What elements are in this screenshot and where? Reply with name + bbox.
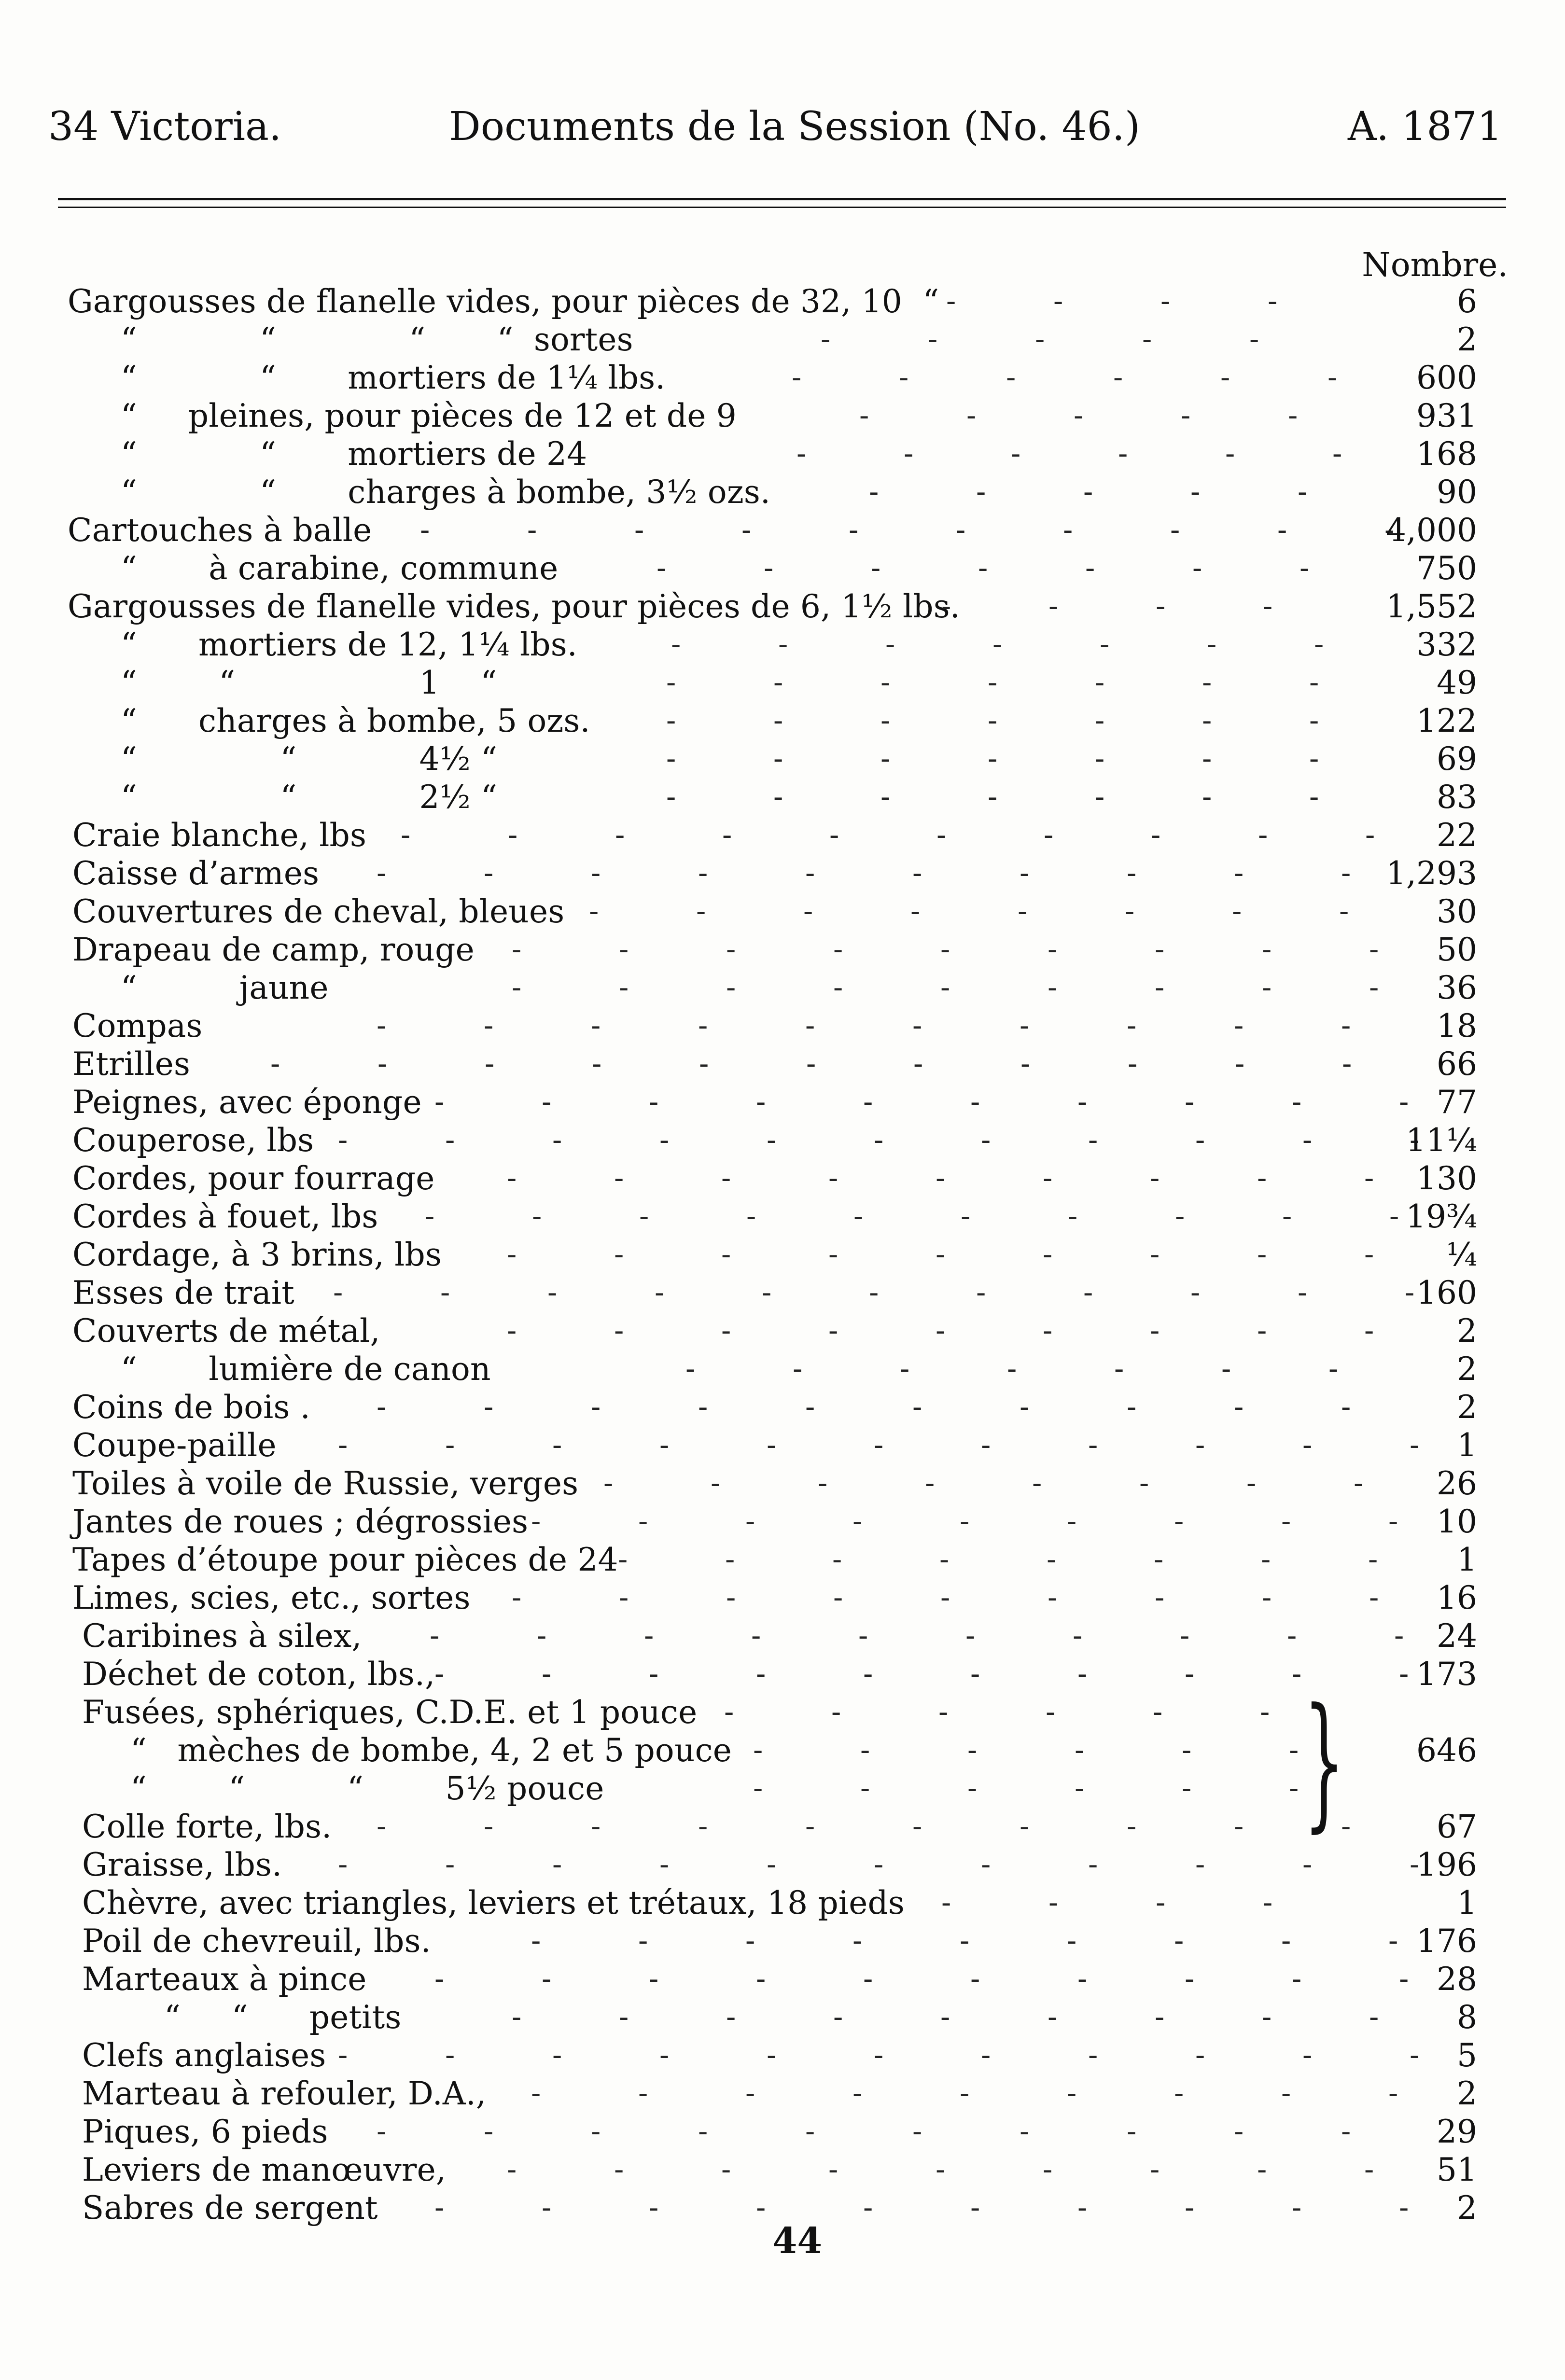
list-item: [0, 2151, 1565, 2189]
list-item: [0, 1388, 1565, 1426]
list-item: [0, 1350, 1565, 1388]
leader-dashes: - - - - - - - - -: [531, 1924, 1399, 1958]
list-item: [0, 892, 1565, 931]
leader-dashes: - - - - - - - - - -: [377, 856, 1352, 890]
leader-dashes: - - - - - - - - - -: [434, 1657, 1410, 1691]
list-item: [0, 931, 1565, 969]
list-item: [0, 473, 1565, 511]
item-label: “ à carabine, commune: [121, 550, 559, 587]
list-item: [0, 282, 1565, 320]
leader-dashes: - - - - - - - - -: [512, 1581, 1380, 1615]
leader-dashes: - - - - - - - -: [618, 1543, 1379, 1576]
item-label: “ “ mortiers de 24: [121, 435, 587, 473]
item-label: “ “ petits: [164, 1999, 402, 2036]
item-value: 332: [1416, 626, 1477, 663]
item-label: Craie blanche, lbs: [72, 817, 367, 854]
item-label: Gargousses de flanelle vides, pour pièces de 6, 1½ lbs.: [68, 588, 960, 625]
item-label: Fusées, sphériques, C.D.E. et 1 pouce: [82, 1694, 698, 1731]
leader-dashes: - - - - - - -: [671, 627, 1325, 661]
list-item: [0, 1464, 1565, 1503]
item-label: Esses de trait: [72, 1274, 294, 1311]
leader-dashes: - - - - - - -: [666, 742, 1320, 776]
item-label: “ “ 1 “: [121, 664, 497, 701]
item-value: 16: [1437, 1579, 1477, 1616]
item-label: Etrilles: [72, 1045, 191, 1083]
item-value: 2: [1457, 1312, 1477, 1350]
item-value: 18: [1437, 1007, 1477, 1044]
leader-dashes: - - - - - - - - - - -: [333, 1276, 1415, 1309]
list-item: [0, 626, 1565, 664]
item-value: 30: [1437, 893, 1477, 930]
leader-dashes: - - - - - - - - - -: [420, 513, 1395, 547]
item-label: “ mortiers de 12, 1¼ lbs.: [121, 626, 577, 663]
leader-dashes: - - - - - - - - - -: [377, 1809, 1352, 1843]
list-item: [0, 1846, 1565, 1884]
item-label: Cordage, à 3 brins, lbs: [72, 1236, 442, 1273]
list-item: [0, 587, 1565, 626]
list-item: [0, 1960, 1565, 1998]
list-item: [0, 664, 1565, 702]
item-label: Couvertures de cheval, bleues: [72, 893, 565, 930]
item-value: 50: [1437, 931, 1477, 968]
item-label: Tapes d’étoupe pour pièces de 24: [72, 1541, 618, 1578]
item-label: Gargousses de flanelle vides, pour pièces de 32, 10 “: [68, 283, 939, 320]
list-item: [0, 320, 1565, 359]
leader-dashes: - - - - - -: [724, 1695, 1271, 1729]
item-value: 51: [1437, 2151, 1477, 2188]
item-value: 1: [1457, 1541, 1477, 1578]
list-item: [0, 778, 1565, 816]
item-label: Caribines à silex,: [82, 1617, 362, 1655]
list-item: [0, 1312, 1565, 1350]
header-rule-thin: [58, 207, 1506, 208]
item-value: 28: [1437, 1961, 1477, 1998]
item-value: 26: [1437, 1465, 1477, 1502]
item-label: Toiles à voile de Russie, verges: [72, 1465, 579, 1502]
item-value: 2: [1457, 321, 1477, 358]
item-value: 69: [1437, 740, 1477, 778]
list-item: [0, 1426, 1565, 1464]
list-item: [0, 1197, 1565, 1236]
leader-dashes: - - - - -: [869, 475, 1308, 509]
list-item: [0, 1045, 1565, 1083]
leader-dashes: - - - - - - - - - -: [430, 1619, 1405, 1653]
leader-dashes: - - - - - -: [753, 1733, 1300, 1767]
leader-dashes: - - - - - - - -: [589, 894, 1350, 928]
item-label: Peignes, avec éponge: [72, 1084, 422, 1121]
item-label: Compas: [72, 1007, 203, 1044]
leader-dashes: - - - - - - - - -: [531, 2076, 1399, 2110]
item-label: “ “ 2½ “: [121, 779, 498, 816]
list-item: [0, 1579, 1565, 1617]
leader-dashes: - - - - - - - - -: [507, 2153, 1375, 2186]
item-value: 196: [1416, 1846, 1477, 1883]
leader-dashes: - - - - - - - - - -: [377, 1009, 1352, 1043]
brace-symbol: }: [1303, 1677, 1345, 1846]
item-label: Drapeau de camp, rouge: [72, 931, 475, 968]
item-label: Clefs anglaises: [82, 2037, 326, 2074]
item-value: 66: [1437, 1045, 1477, 1083]
leader-dashes: - - - - - -: [792, 361, 1338, 394]
item-value: 2: [1457, 1389, 1477, 1426]
leader-dashes: - - - -: [946, 284, 1278, 318]
item-label: Caisse d’armes: [72, 855, 320, 892]
item-label: “ “ charges à bombe, 3½ ozs.: [121, 473, 771, 511]
leader-dashes: - - - - - - - - - -: [434, 1962, 1410, 1996]
list-item: [0, 1236, 1565, 1274]
item-value: 750: [1416, 550, 1477, 587]
list-item: [0, 702, 1565, 740]
item-value: 36: [1437, 969, 1477, 1006]
item-label: “ pleines, pour pièces de 12 et de 9: [121, 397, 737, 434]
list-item: [0, 1998, 1565, 2036]
leader-dashes: - - - - - - -: [666, 704, 1320, 738]
item-label: Sabres de sergent: [82, 2189, 378, 2227]
item-label: Jantes de roues ; dégrossies: [72, 1503, 529, 1540]
item-value: 1: [1457, 1884, 1477, 1921]
list-item: [0, 435, 1565, 473]
leader-dashes: - - - - - - - - -: [531, 1504, 1399, 1538]
list-item: [0, 1007, 1565, 1045]
item-label: Poil de chevreuil, lbs.: [82, 1922, 431, 1960]
leader-dashes: - - - - -: [859, 399, 1299, 432]
item-value: 11¼: [1406, 1122, 1477, 1159]
leader-dashes: - - - - - -: [796, 437, 1343, 471]
leader-dashes: - - - - - - - - - -: [434, 1085, 1410, 1119]
item-value: 122: [1416, 702, 1477, 739]
item-value: 10: [1437, 1503, 1477, 1540]
list-item: [0, 397, 1565, 435]
leader-dashes: - - - -: [941, 589, 1273, 623]
item-label: Limes, scies, etc., sortes: [72, 1579, 471, 1616]
item-label: Marteaux à pince: [82, 1961, 367, 1998]
column-header-nombre: Nombre.: [1362, 246, 1508, 284]
item-label: Graisse, lbs.: [82, 1846, 282, 1883]
item-label: Couverts de métal,: [72, 1312, 380, 1350]
leader-dashes: - - - - - - -: [666, 666, 1320, 699]
leader-dashes: - - - - - - - -: [603, 1466, 1364, 1500]
list-item: [0, 359, 1565, 397]
leader-dashes: - - - - - - -: [657, 551, 1310, 585]
item-value: 22: [1437, 817, 1477, 854]
leader-dashes: - - - - - - - - - -: [425, 1199, 1400, 1233]
item-value: 19¾: [1406, 1198, 1477, 1235]
list-item: [0, 1922, 1565, 1960]
leader-dashes: - - - - - - - - - -: [377, 1390, 1352, 1424]
page-number: 44: [772, 2220, 822, 2262]
item-label: Cordes à fouet, lbs: [72, 1198, 378, 1235]
list-item: [0, 969, 1565, 1007]
item-value: 49: [1437, 664, 1477, 701]
item-value: 160: [1416, 1274, 1477, 1311]
leader-dashes: - - - - - - - - - - -: [338, 1428, 1420, 1462]
leader-dashes: - - - - - - - - -: [507, 1314, 1375, 1348]
item-label: “ lumière de canon: [121, 1350, 491, 1388]
list-item: [0, 1884, 1565, 1922]
item-value: 1,552: [1386, 588, 1477, 625]
leader-dashes: - - - - - - - - - -: [401, 818, 1376, 852]
item-value: 1: [1457, 1427, 1477, 1464]
leader-dashes: - - - - - - -: [685, 1352, 1339, 1386]
item-label: Couperose, lbs: [72, 1122, 314, 1159]
list-item: [0, 854, 1565, 892]
item-value: 24: [1437, 1617, 1477, 1655]
leader-dashes: - - - - -: [821, 322, 1260, 356]
leader-dashes: - - - -: [941, 1886, 1273, 1920]
list-item: [0, 1274, 1565, 1312]
leader-dashes: - - - - - - - - - - -: [338, 1848, 1420, 1881]
item-label: “ “ 4½ “: [121, 740, 498, 778]
item-value: 8: [1457, 1999, 1477, 2036]
list-item: [0, 511, 1565, 549]
leader-dashes: - - - - - - - - -: [512, 971, 1380, 1004]
list-item: [0, 1503, 1565, 1541]
item-value: 931: [1416, 397, 1477, 434]
item-value: 173: [1416, 1656, 1477, 1693]
inventory-list: [0, 282, 1565, 2227]
item-label: Cordes, pour fourrage: [72, 1160, 435, 1197]
leader-dashes: - - - - - - - - -: [507, 1238, 1375, 1271]
item-value: 168: [1416, 435, 1477, 473]
item-label: Leviers de manœuvre,: [82, 2151, 447, 2188]
item-value: 67: [1437, 1808, 1477, 1845]
item-value: 4,000: [1386, 512, 1477, 549]
list-item: [0, 1541, 1565, 1579]
list-item: [0, 740, 1565, 778]
list-item: [0, 1159, 1565, 1197]
list-item: [0, 2074, 1565, 2113]
list-item: [0, 1617, 1565, 1655]
item-label: “ “ “ “ sortes: [121, 321, 633, 358]
item-label: Piques, 6 pieds: [82, 2113, 328, 2150]
item-label: “ charges à bombe, 5 ozs.: [121, 702, 590, 739]
header-right: A. 1871: [1347, 104, 1502, 150]
leader-dashes: - - - - - - - - - - -: [270, 1047, 1353, 1081]
item-label: Coupe-paille: [72, 1427, 277, 1464]
item-label: “ jaune: [121, 969, 329, 1006]
item-label: Chèvre, avec triangles, leviers et trétaux, 18 pieds: [82, 1884, 905, 1921]
item-label: Cartouches à balle: [68, 512, 372, 549]
item-value: 2: [1457, 2075, 1477, 2112]
leader-dashes: - - - - - - - - - - -: [338, 2038, 1420, 2072]
leader-dashes: - - - - - - - - -: [512, 2000, 1380, 2034]
list-item: [0, 549, 1565, 587]
leader-dashes: - - - - - -: [753, 1771, 1300, 1805]
item-value: 6: [1457, 283, 1477, 320]
item-value: 176: [1416, 1922, 1477, 1960]
header-left: 34 Victoria.: [48, 104, 282, 150]
list-item: [0, 2113, 1565, 2151]
list-item: [0, 816, 1565, 854]
item-value: 1,293: [1386, 855, 1477, 892]
leader-dashes: - - - - - - - - - -: [377, 2115, 1352, 2148]
item-value: ¼: [1446, 1236, 1477, 1273]
item-value: 83: [1437, 779, 1477, 816]
brace-value: 646: [1416, 1732, 1477, 1769]
item-label: “ “ “ 5½ pouce: [130, 1770, 604, 1807]
item-label: “ “ mortiers de 1¼ lbs.: [121, 359, 666, 396]
leader-dashes: - - - - - - - - - -: [434, 2191, 1410, 2225]
item-value: 5: [1457, 2037, 1477, 2074]
item-value: 77: [1437, 1084, 1477, 1121]
leader-dashes: - - - - - - - - -: [512, 933, 1380, 966]
header-rule: [58, 198, 1506, 200]
leader-dashes: - - - - - - - - -: [507, 1161, 1375, 1195]
item-label: Déchet de coton, lbs.,: [82, 1656, 435, 1693]
list-item: [0, 1083, 1565, 1121]
item-value: 2: [1457, 1350, 1477, 1388]
item-label: Colle forte, lbs.: [82, 1808, 332, 1845]
item-value: 2: [1457, 2189, 1477, 2227]
item-value: 130: [1416, 1160, 1477, 1197]
item-label: Marteau à refouler, D.A.,: [82, 2075, 487, 2112]
item-label: Coins de bois .: [72, 1389, 310, 1426]
item-value: 29: [1437, 2113, 1477, 2150]
list-item: [0, 2036, 1565, 2074]
header-center: Documents de la Session (No. 46.): [449, 104, 1140, 150]
list-item: [0, 1121, 1565, 1159]
leader-dashes: - - - - - - - - - - -: [338, 1123, 1420, 1157]
leader-dashes: - - - - - - -: [666, 780, 1320, 814]
item-label: “ mèches de bombe, 4, 2 et 5 pouce: [130, 1732, 732, 1769]
item-value: 90: [1437, 473, 1477, 511]
item-value: 600: [1416, 359, 1477, 396]
